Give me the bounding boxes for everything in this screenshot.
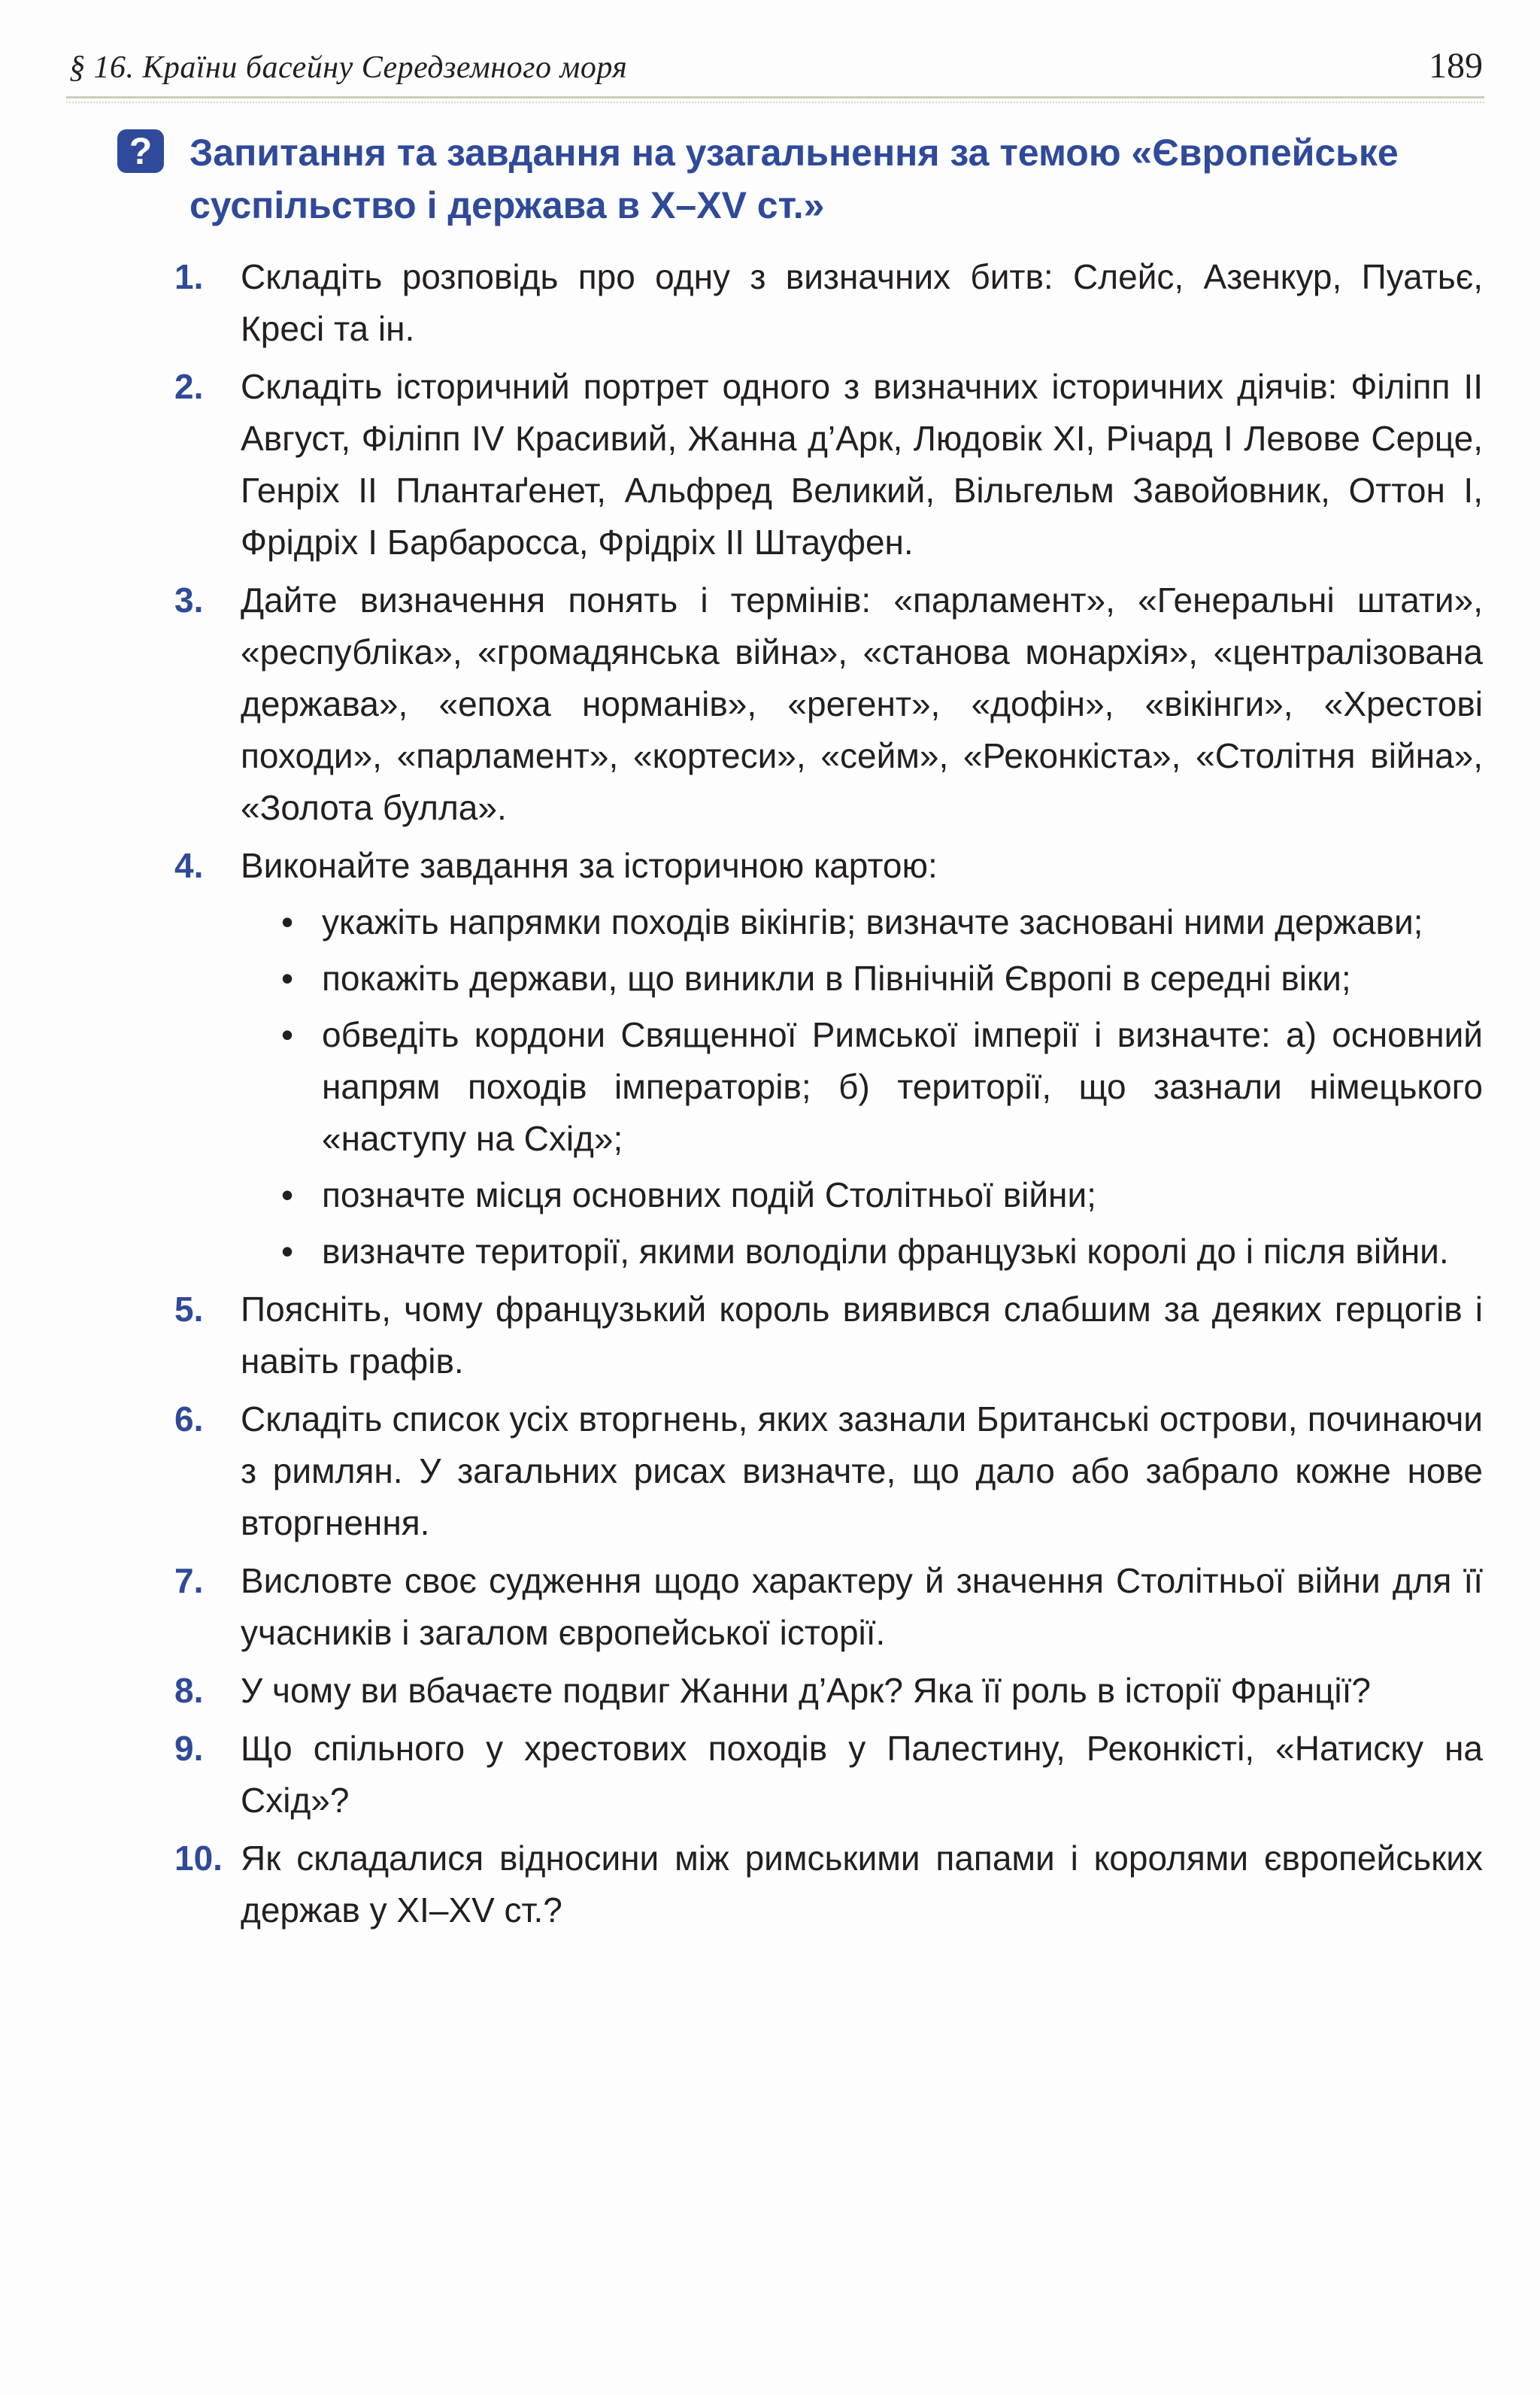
bullet-icon: • bbox=[281, 902, 294, 941]
task-item bbox=[174, 1833, 1483, 1936]
header-divider-dotted bbox=[66, 102, 1484, 103]
subtask-item bbox=[241, 953, 1483, 1005]
task-number: 7. bbox=[174, 1561, 204, 1600]
running-title: § 16. Країни басейну Середземного моря bbox=[69, 50, 628, 85]
task-item bbox=[174, 1284, 1483, 1387]
task-number: 5. bbox=[174, 1290, 204, 1329]
question-icon: ? bbox=[117, 129, 164, 173]
subtask-text: покажіть держави, що виникли в Північній Європі в середні віки; bbox=[322, 959, 1351, 998]
page-number: 189 bbox=[1429, 46, 1483, 86]
task-number: 9. bbox=[174, 1729, 204, 1768]
task-text: Виконайте завдання за історичною картою: bbox=[241, 846, 938, 885]
bullet-icon: • bbox=[281, 1175, 294, 1214]
task-item bbox=[174, 574, 1483, 834]
task-number: 3. bbox=[174, 581, 204, 620]
task-text: У чому ви вбачаєте подвиг Жанни д’Арк? Яка її роль в історії Франції? bbox=[241, 1671, 1371, 1710]
task-list bbox=[174, 251, 1483, 1942]
subtask-item bbox=[241, 1169, 1483, 1221]
task-text: Висловте своє судження щодо характеру й значення Столітньої війни для її учасників і загалом європейської історії. bbox=[241, 1561, 1483, 1652]
task-text: Як складалися відносини між римськими папами і королями європейських держав у XI–XV ст.? bbox=[241, 1839, 1483, 1930]
task-item bbox=[174, 1393, 1483, 1549]
subtask-item bbox=[241, 896, 1483, 948]
task-text: Складіть розповідь про одну з визначних битв: Слейс, Азенкур, Пуатьє, Кресі та ін. bbox=[241, 257, 1483, 348]
task-item bbox=[174, 1555, 1483, 1659]
bullet-icon: • bbox=[281, 959, 294, 998]
task-text: Дайте визначення понять і термінів: «парламент», «Генеральні штати», «республіка», «громадянська війна», «станова монархія», «централізована держава», «епоха норманів», «регент», «дофін», «вікінги», «Хрестові походи», «парламент», «кортеси», «сейм», «Реконкіста», «Столітня війна», «Золота булла». bbox=[241, 581, 1483, 827]
section-title: Запитання та завдання на узагальнення за темою «Європейське суспільство і держава в X–XV ст.» bbox=[189, 132, 1399, 226]
task-item bbox=[174, 840, 1483, 1278]
task-text: Що спільного у хрестових походів у Палестину, Реконкісті, «Натиску на Схід»? bbox=[241, 1729, 1483, 1820]
bullet-icon: • bbox=[281, 1015, 294, 1054]
header-divider bbox=[66, 96, 1484, 99]
task-number: 1. bbox=[174, 257, 204, 296]
task-text: Складіть історичний портрет одного з визначних історичних діячів: Філіпп II Август, Філіпп IV Красивий, Жанна д’Арк, Людовік XI, Річард I Левове Серце, Генріх II Плантаґенет, Альфред Великий, Вільгельм Завойовник, Оттон I, Фрідріх I Барбаросса, Фрідріх II Штауфен. bbox=[241, 367, 1483, 562]
task-text: Складіть список усіх вторгнень, яких зазнали Британські острови, починаючи з римлян. У загальних рисах визначте, що дало або забрало кожне нове вторгнення. bbox=[241, 1399, 1483, 1542]
bullet-icon: • bbox=[281, 1232, 294, 1271]
subtask-item bbox=[241, 1009, 1483, 1165]
task-item bbox=[174, 361, 1483, 568]
subtask-text: укажіть напрямки походів вікінгів; визначте засновані ними держави; bbox=[322, 902, 1423, 941]
task-item bbox=[174, 1665, 1483, 1717]
subtask-text: обведіть кордони Священної Римської імперії і визначте: а) основний напрям походів імператорів; б) території, що зазнали німецького «наступу на Схід»; bbox=[322, 1015, 1483, 1158]
task-item bbox=[174, 1723, 1483, 1827]
task-number: 2. bbox=[174, 367, 204, 406]
task-number: 4. bbox=[174, 846, 204, 885]
subtask-list bbox=[241, 896, 1483, 1278]
task-text: Поясніть, чому французький король виявився слабшим за деяких герцогів і навіть графів. bbox=[241, 1290, 1483, 1381]
task-number: 8. bbox=[174, 1671, 204, 1710]
subtask-text: визначте території, якими володіли французькі королі до і після війни. bbox=[322, 1232, 1449, 1271]
subtask-item bbox=[241, 1226, 1483, 1278]
task-number: 6. bbox=[174, 1399, 204, 1439]
subtask-text: позначте місця основних подій Столітньої війни; bbox=[322, 1175, 1096, 1214]
running-header bbox=[69, 45, 1483, 90]
task-item bbox=[174, 251, 1483, 355]
task-number: 10. bbox=[174, 1839, 223, 1878]
